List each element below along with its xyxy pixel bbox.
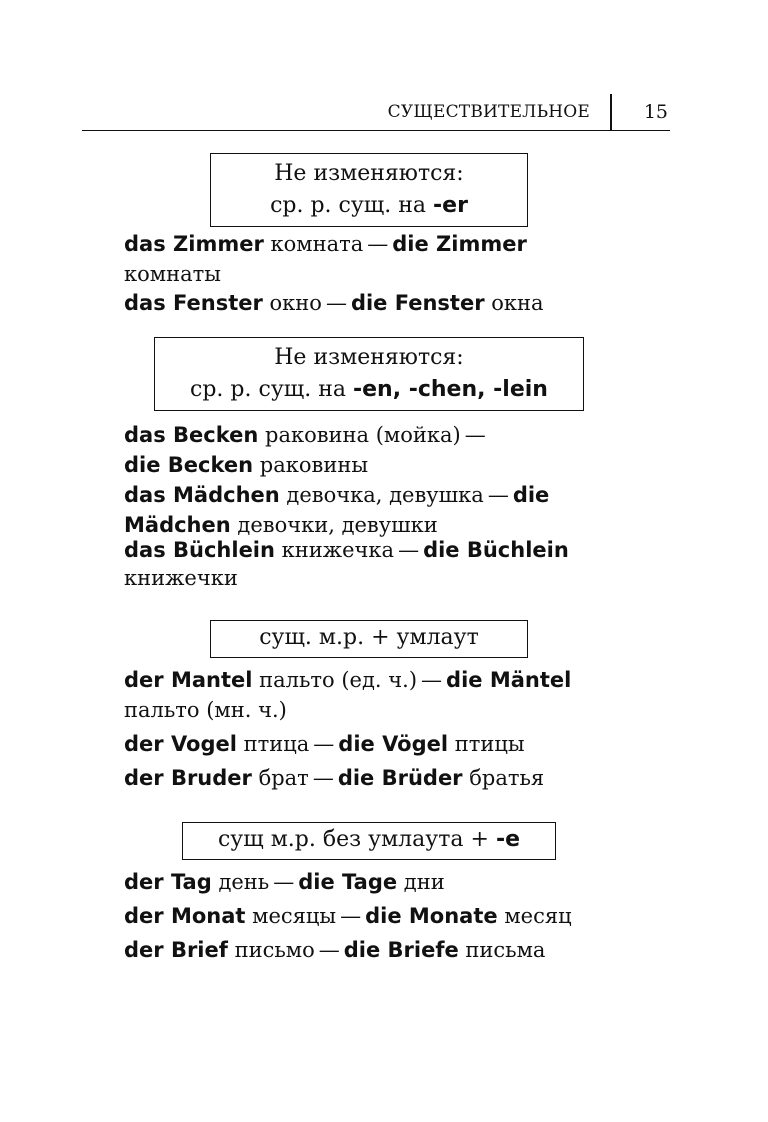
rule-box-masc-umlaut	[210, 620, 528, 658]
ru-singular: брат	[258, 766, 309, 790]
de-plural: die Fenster	[350, 291, 485, 315]
vocab-entry	[124, 935, 644, 965]
vocab-entry	[124, 420, 644, 480]
ru-singular: книжечка	[281, 538, 395, 562]
page-number: 15	[643, 101, 668, 123]
de-plural: die Vögel	[338, 732, 449, 756]
vocab-entry	[124, 665, 644, 725]
dash: —	[273, 870, 295, 894]
dash: —	[398, 538, 420, 562]
ru-plural: дни	[403, 870, 445, 894]
de-plural: die Zimmer	[392, 232, 527, 256]
rule-ending: -en, -chen, -lein	[352, 377, 548, 402]
dash: —	[464, 423, 486, 447]
rule-text: ср. р. сущ. на	[190, 377, 346, 402]
de-singular: das Becken	[124, 423, 259, 447]
dash: —	[340, 904, 362, 928]
de-plural: die Tage	[298, 870, 398, 894]
ru-singular: птица	[243, 732, 310, 756]
ru-plural: окна	[491, 291, 544, 315]
vocab-entry	[124, 229, 644, 289]
dash: —	[325, 291, 347, 315]
rule-box-line	[183, 824, 555, 856]
running-header	[82, 96, 670, 131]
rule-box-line	[155, 374, 583, 406]
de-singular: der Monat	[124, 904, 246, 928]
de-singular: das Mädchen	[124, 483, 280, 507]
ru-plural: девочки, девушки	[237, 513, 438, 537]
de-singular: der Mantel	[124, 668, 253, 692]
dash: —	[487, 483, 509, 507]
de-singular: das Büchlein	[124, 538, 275, 562]
vocab-entry	[124, 729, 644, 759]
vocab-entry	[124, 536, 644, 592]
dash: —	[318, 938, 340, 962]
header-divider	[610, 94, 612, 130]
ru-plural: раковины	[259, 453, 369, 477]
ru-singular: письмо	[234, 938, 315, 962]
rule-box-neuter-en-chen-lein	[154, 337, 584, 411]
ru-plural: месяц	[504, 904, 572, 928]
de-plural-article: die	[512, 483, 550, 507]
de-plural: die Büchlein	[423, 538, 569, 562]
dash: —	[312, 766, 334, 790]
ru-plural: письма	[465, 938, 546, 962]
ru-singular: пальто (ед. ч.)	[259, 668, 418, 692]
ru-plural: комнаты	[124, 262, 221, 286]
rule-ending: -e	[495, 827, 520, 852]
ru-plural: пальто (мн. ч.)	[124, 698, 287, 722]
vocab-entry	[124, 480, 644, 540]
de-singular: der Tag	[124, 870, 212, 894]
ru-singular: месяцы	[252, 904, 337, 928]
rule-box-line: сущ. м.р. + умлаут	[259, 625, 479, 650]
ru-plural: книжечки	[124, 566, 238, 590]
vocab-entry	[124, 901, 644, 931]
rule-box-line	[211, 190, 527, 222]
ru-singular: окно	[269, 291, 322, 315]
rule-box-line: Не изменяются:	[274, 161, 464, 186]
rule-box-neuter-er	[210, 153, 528, 227]
ru-singular: девочка, девушка	[286, 483, 484, 507]
ru-plural: птицы	[454, 732, 525, 756]
dash: —	[313, 732, 335, 756]
de-plural: Mädchen	[124, 513, 231, 537]
de-plural: die Becken	[124, 453, 254, 477]
de-plural: die Brüder	[337, 766, 463, 790]
rule-text: сущ м.р. без умлаута +	[217, 827, 489, 852]
section-title: СУЩЕСТВИТЕЛЬНОЕ	[387, 102, 590, 122]
de-singular: der Vogel	[124, 732, 237, 756]
rule-text: ср. р. сущ. на	[270, 193, 427, 218]
vocab-entry	[124, 288, 644, 318]
de-singular: der Bruder	[124, 766, 252, 790]
ru-plural: братья	[469, 766, 545, 790]
de-plural: die Briefe	[343, 938, 459, 962]
de-singular: der Brief	[124, 938, 228, 962]
rule-ending: -er	[433, 193, 468, 218]
ru-singular: комната	[270, 232, 364, 256]
de-plural: die Monate	[365, 904, 498, 928]
ru-singular: день	[218, 870, 270, 894]
de-plural: die Mäntel	[446, 668, 572, 692]
rule-box-masc-no-umlaut-e	[182, 822, 556, 860]
dash: —	[421, 668, 443, 692]
de-singular: das Zimmer	[124, 232, 264, 256]
ru-singular: раковина (мойка)	[265, 423, 461, 447]
vocab-entry	[124, 763, 644, 793]
dash: —	[367, 232, 389, 256]
rule-box-line: Не изменяются:	[274, 345, 464, 370]
vocab-entry	[124, 867, 644, 897]
de-singular: das Fenster	[124, 291, 263, 315]
